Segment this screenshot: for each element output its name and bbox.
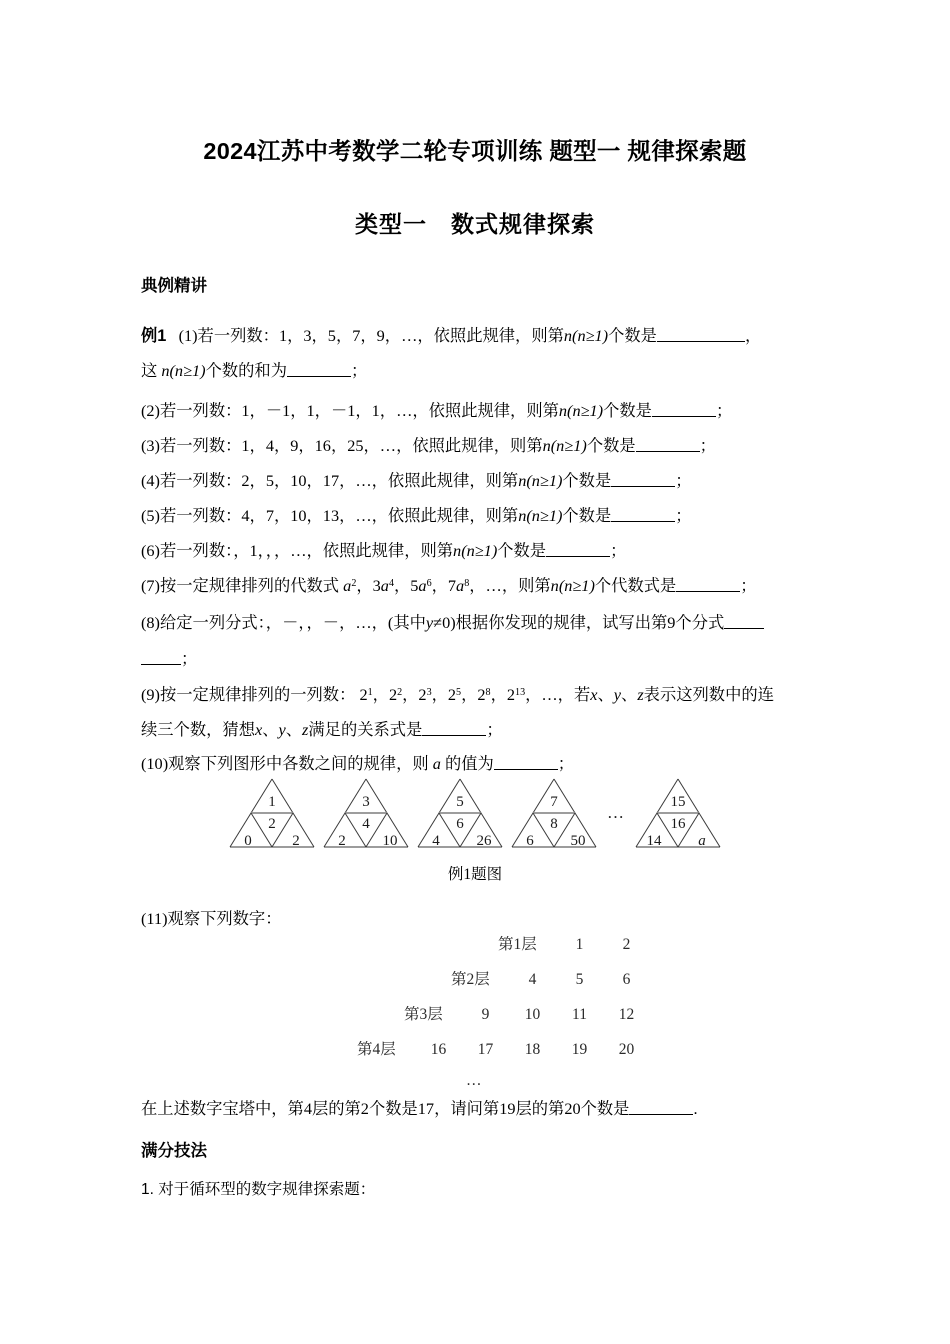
example-item-5 xyxy=(141,505,830,527)
var-n-cond: (n≥1) xyxy=(572,326,609,345)
triangle-top-value: 5 xyxy=(456,794,464,810)
var-n-cond: (n≥1) xyxy=(526,506,563,525)
var-n-cond: (n≥1) xyxy=(550,436,587,455)
example-item-1-line2 xyxy=(141,360,830,382)
item6-text-a: (6)若一列数：，1，，，…，依照此规律，则第 xyxy=(141,541,454,560)
pyramid-value: 4 xyxy=(528,971,537,988)
number-pyramid xyxy=(0,932,950,1090)
term-coefficient: 7 xyxy=(447,576,457,595)
expression-term xyxy=(448,576,469,595)
pyramid-value: 9 xyxy=(481,1006,490,1023)
term-base: a xyxy=(380,576,389,595)
var-n: n xyxy=(563,326,573,345)
answer-blank[interactable] xyxy=(546,541,610,557)
term-base: a xyxy=(418,576,427,595)
power-base: 2 xyxy=(447,685,457,704)
pyramid-row-label: 第2层 xyxy=(451,971,490,988)
term-base: a xyxy=(343,576,352,595)
triangle-bottom-left-value: 6 xyxy=(526,833,534,849)
item2-text-b: 个数是 xyxy=(603,401,652,420)
item9-line2-c: 、 xyxy=(285,720,303,739)
pyramid-value: 18 xyxy=(524,1041,541,1058)
power-exponent: 13 xyxy=(515,686,526,698)
pyramid-value: 16 xyxy=(430,1041,447,1058)
power-base: 2 xyxy=(359,685,368,704)
item7-text-d: ； xyxy=(740,576,757,595)
example-item-2 xyxy=(141,400,830,422)
type-title: 类型一 数式规律探索 xyxy=(355,211,595,237)
var-n: n xyxy=(558,401,568,420)
item9-line2-e: ； xyxy=(486,720,503,739)
expression-term xyxy=(373,576,394,595)
triangle-number-figure xyxy=(0,777,950,849)
item1-text-c: ， xyxy=(744,326,762,345)
example-item-4 xyxy=(141,470,830,492)
item9-text-e: 表示这列数中的连 xyxy=(643,685,774,704)
term-separator: ， xyxy=(431,685,448,704)
term-base: a xyxy=(456,576,465,595)
pyramid-value: 2 xyxy=(622,936,631,953)
term-separator: ， xyxy=(393,576,411,595)
item1-text-b: 个数是 xyxy=(608,326,657,345)
pyramid-value: 19 xyxy=(571,1041,588,1058)
pyramid-value: 5 xyxy=(575,971,584,988)
item2-text-c: ； xyxy=(715,401,733,420)
item9-text-b: ，…，若 xyxy=(525,685,591,704)
triangle-bottom-left-value: 14 xyxy=(646,833,662,849)
var-n: n xyxy=(518,506,527,525)
item6-text-b: 个数是 xyxy=(497,541,547,560)
pyramid-row-label: 第1层 xyxy=(498,936,537,953)
answer-blank[interactable] xyxy=(629,1099,693,1115)
var-n-cond: (n≥1) xyxy=(526,471,563,490)
var-z: z xyxy=(637,685,644,704)
triangle-bottom-left-value: 2 xyxy=(338,833,346,849)
var-n-cond: (n≥1) xyxy=(558,576,595,595)
power-exponent: 2 xyxy=(397,686,403,698)
item8-text-a: (8)给定一列分式：，－，，－，…，(其中 xyxy=(141,613,426,632)
example-item-11 xyxy=(141,908,830,930)
example-item-8-line1 xyxy=(141,612,830,634)
example-closing-line xyxy=(141,1098,830,1120)
example-item-10 xyxy=(141,753,830,775)
item1-line2-a: 这 xyxy=(141,361,158,380)
answer-blank[interactable] xyxy=(494,754,558,770)
triangle-top-value: 1 xyxy=(268,794,276,810)
var-n: n xyxy=(453,541,462,560)
pyramid-row-values xyxy=(509,971,650,989)
item1-text-a: (1)若一列数：1，3，5，7，9，…，依照此规律，则第 xyxy=(178,326,564,345)
example-item-9-line1 xyxy=(141,684,830,706)
item5-text-c: ； xyxy=(675,506,692,525)
power-base: 2 xyxy=(388,685,398,704)
triangle-bottom-right-value: 2 xyxy=(292,833,300,849)
term-coefficient: 5 xyxy=(410,576,419,595)
pyramid-ellipsis: … xyxy=(466,1072,482,1089)
pyramid-value: 17 xyxy=(477,1041,494,1058)
power-exponent: 3 xyxy=(426,686,432,698)
item4-text-a: (4)若一列数：2，5，10，17，…，依照此规律，则第 xyxy=(141,471,519,490)
number-triangle xyxy=(510,777,598,849)
power-term xyxy=(507,685,525,704)
term-separator: ， xyxy=(490,685,507,704)
example-label: 例1 xyxy=(141,327,167,345)
power-term xyxy=(359,685,372,704)
answer-blank[interactable] xyxy=(657,326,745,342)
pyramid-row-values xyxy=(462,1006,650,1024)
var-z: z xyxy=(302,720,309,739)
triangle-middle-value: 4 xyxy=(362,816,370,832)
var-y: y xyxy=(613,685,622,704)
term-separator: ， xyxy=(461,685,478,704)
power-exponent: 8 xyxy=(485,686,491,698)
answer-blank[interactable] xyxy=(611,506,675,522)
power-term xyxy=(477,685,490,704)
var-y: y xyxy=(278,720,286,739)
item4-text-b: 个数是 xyxy=(562,471,612,490)
power-term xyxy=(448,685,461,704)
power-base: 2 xyxy=(418,685,427,704)
term-exponent: 2 xyxy=(351,577,357,589)
triangle-top-value: 7 xyxy=(550,794,558,810)
pyramid-value: 11 xyxy=(572,1006,587,1023)
term-separator: ， xyxy=(356,576,373,595)
answer-blank[interactable] xyxy=(676,576,740,592)
tip-item-1: 1. 对于循环型的数字规律探索题： xyxy=(141,1181,376,1198)
power-term xyxy=(389,685,402,704)
item9-line2-d: 满足的关系式是 xyxy=(308,720,423,739)
power-term xyxy=(418,685,431,704)
item3-text-a: (3)若一列数：1，4，9，16，25，…，依照此规律，则第 xyxy=(141,436,543,455)
var-a: a xyxy=(432,754,441,773)
pyramid-value: 12 xyxy=(618,1006,635,1023)
example-item-7 xyxy=(141,575,830,597)
expression-term xyxy=(410,576,431,595)
expression-list-7 xyxy=(343,576,502,595)
var-x: x xyxy=(590,685,598,704)
term-exponent: 6 xyxy=(426,577,432,589)
var-n: n xyxy=(550,576,559,595)
item7-text-b: ，则第 xyxy=(501,576,551,595)
var-y: y xyxy=(425,613,434,632)
item10-text-a: (10)观察下列图形中各数之间的规律，则 xyxy=(141,754,429,773)
item3-text-b: 个数是 xyxy=(586,436,636,455)
var-n: n xyxy=(161,361,170,380)
power-exponent: 1 xyxy=(367,686,373,698)
item5-text-a: (5)若一列数：4，7，10，13，…，依照此规律，则第 xyxy=(141,506,519,525)
item1-line2-b: 个数的和为 xyxy=(205,361,287,380)
pyramid-row xyxy=(0,932,950,954)
pyramid-value: 6 xyxy=(622,971,631,988)
item6-text-c: ； xyxy=(610,541,627,560)
triangle-middle-value: 8 xyxy=(550,816,558,832)
var-x: x xyxy=(254,720,263,739)
example-item-6 xyxy=(141,540,830,562)
number-triangle xyxy=(634,777,722,849)
item2-text-a: (2)若一列数：1，－1，1，－1，1，…，依照此规律，则第 xyxy=(141,401,559,420)
closing-text-a: 在上述数字宝塔中，第4层的第2个数是17，请问第19层的第20个数是 xyxy=(141,1099,630,1118)
answer-blank[interactable] xyxy=(611,471,675,487)
triangle-bottom-right-value: 50 xyxy=(570,833,586,849)
item9-text-d: 、 xyxy=(621,685,638,704)
triangle-middle-value: 16 xyxy=(670,816,686,832)
example-item-9-line2 xyxy=(141,719,830,741)
term-separator: ， xyxy=(372,685,389,704)
answer-blank[interactable] xyxy=(422,720,486,736)
item8-text-c: ； xyxy=(181,649,198,668)
pyramid-value: 1 xyxy=(575,936,584,953)
expression-list-9 xyxy=(359,685,525,704)
item5-text-b: 个数是 xyxy=(562,506,612,525)
term-separator: ， xyxy=(402,685,419,704)
term-separator: ， xyxy=(431,576,448,595)
triangle-bottom-right-value: 26 xyxy=(476,833,492,849)
triangle-bottom-left-value: 0 xyxy=(244,833,252,849)
var-n-cond: (n≥1) xyxy=(169,361,206,380)
term-coefficient: 3 xyxy=(372,576,381,595)
pyramid-row-label: 第4层 xyxy=(357,1041,396,1058)
answer-blank[interactable] xyxy=(287,361,351,377)
item9-line2-a: 续三个数，猜想 xyxy=(141,720,255,739)
var-n: n xyxy=(542,436,551,455)
term-exponent: 8 xyxy=(464,577,470,589)
answer-blank[interactable] xyxy=(652,401,716,417)
item10-text-b: 的值为 xyxy=(444,754,494,773)
number-triangle xyxy=(416,777,504,849)
example-item-1-line1 xyxy=(141,325,830,347)
item4-text-c: ； xyxy=(675,471,692,490)
section-heading-dianli: 典例精讲 xyxy=(141,277,207,295)
triangle-bottom-right-value: a xyxy=(698,833,706,849)
closing-text-b: . xyxy=(693,1099,698,1118)
item9-line2-b: 、 xyxy=(262,720,279,739)
item10-text-c: ； xyxy=(557,754,575,773)
triangle-bottom-left-value: 4 xyxy=(432,833,440,849)
pyramid-row-values xyxy=(415,1041,650,1059)
triangle-bottom-right-value: 10 xyxy=(382,833,398,849)
var-n-cond: (n≥1) xyxy=(567,401,604,420)
number-triangle xyxy=(322,777,410,849)
power-base: 2 xyxy=(506,685,516,704)
triangle-middle-value: 6 xyxy=(456,816,464,832)
triangle-top-value: 3 xyxy=(362,794,370,810)
item9-text-a: (9)按一定规律排列的一列数： xyxy=(141,685,356,704)
answer-blank[interactable] xyxy=(636,436,700,452)
document-title: 2024江苏中考数学二轮专项训练 题型一 规律探索题 xyxy=(203,138,747,164)
pyramid-value: 10 xyxy=(524,1006,541,1023)
power-base: 2 xyxy=(477,685,486,704)
term-exponent: 4 xyxy=(388,577,394,589)
item8-text-b: ≠0)根据你发现的规律，试写出第9个分式 xyxy=(433,613,725,632)
number-triangle xyxy=(228,777,316,849)
example-item-8-line2 xyxy=(141,648,830,670)
answer-blank[interactable] xyxy=(724,613,764,629)
item7-text-c: 个代数式是 xyxy=(594,576,677,595)
pyramid-row xyxy=(0,1037,950,1059)
item9-text-c: 、 xyxy=(597,685,614,704)
term-separator: ，… xyxy=(469,576,502,595)
power-exponent: 5 xyxy=(456,686,462,698)
triangle-middle-value: 2 xyxy=(268,816,276,832)
figure-caption: 例1题图 xyxy=(447,866,503,883)
item7-text-a: (7)按一定规律排列的代数式 xyxy=(141,576,340,595)
section-heading-manfen: 满分技法 xyxy=(141,1142,207,1160)
item1-line2-c: ； xyxy=(351,361,368,380)
triangle-top-value: 15 xyxy=(670,794,686,810)
item3-text-c: ； xyxy=(699,436,716,455)
figure-ellipsis: … xyxy=(607,803,625,822)
var-n-cond: (n≥1) xyxy=(461,541,498,560)
pyramid-row xyxy=(0,967,950,989)
pyramid-row xyxy=(0,1002,950,1024)
pyramid-row-label: 第3层 xyxy=(404,1006,443,1023)
expression-term xyxy=(343,576,356,595)
var-n: n xyxy=(518,471,527,490)
item11-text: (11)观察下列数字： xyxy=(141,909,282,928)
pyramid-row-values xyxy=(556,936,650,954)
answer-blank[interactable] xyxy=(141,649,181,665)
pyramid-value: 20 xyxy=(618,1041,635,1058)
example-item-3 xyxy=(141,435,830,457)
